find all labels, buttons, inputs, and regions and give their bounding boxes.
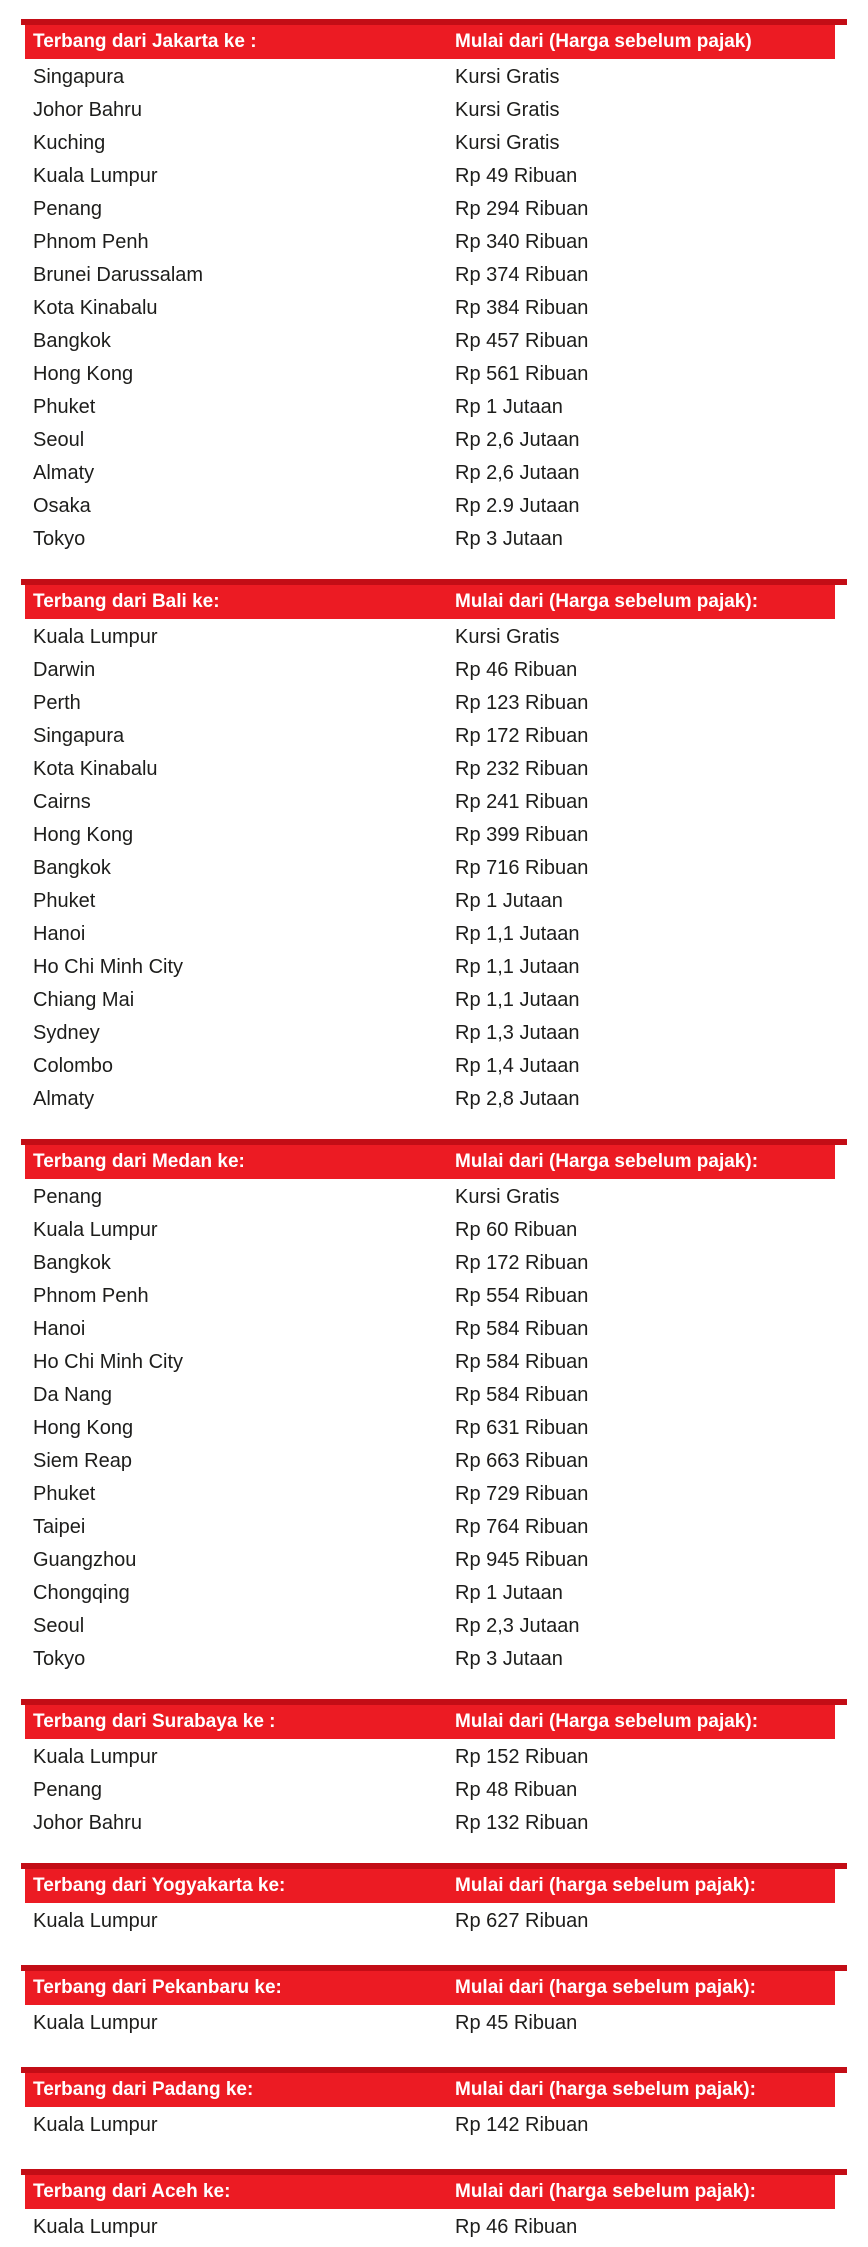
section-rows [25, 2107, 835, 2142]
price-cell: Rp 384 Ribuan [455, 297, 589, 319]
price-cell: Rp 1 Jutaan [455, 890, 563, 912]
origin-header-cell: Terbang dari Medan ke: [33, 1151, 245, 1172]
price-cell: Rp 1 Jutaan [455, 396, 563, 418]
section-header [25, 25, 835, 59]
section-header [25, 1869, 835, 1903]
price-header-cell: Mulai dari (harga sebelum pajak): [455, 1977, 756, 1998]
destination-cell: Bangkok [33, 1252, 111, 1274]
destination-cell: Kota Kinabalu [33, 758, 158, 780]
destination-cell: Kuala Lumpur [33, 2114, 158, 2136]
price-header-cell: Mulai dari (Harga sebelum pajak): [455, 591, 759, 612]
destination-cell: Johor Bahru [33, 1812, 142, 1834]
destination-cell: Kuala Lumpur [33, 2012, 158, 2034]
table-row [25, 1346, 835, 1379]
price-cell: Rp 457 Ribuan [455, 330, 589, 352]
destination-cell: Kuala Lumpur [33, 626, 158, 648]
table-row [25, 1083, 835, 1116]
destination-cell: Bangkok [33, 857, 111, 879]
table-row [25, 523, 835, 556]
table-row [25, 61, 835, 94]
price-header-cell: Mulai dari (Harga sebelum pajak) [455, 31, 752, 52]
table-row [25, 786, 835, 819]
table-row [25, 1181, 835, 1214]
price-cell: Kursi Gratis [455, 626, 560, 648]
price-cell: Rp 584 Ribuan [455, 1351, 589, 1373]
destination-cell: Colombo [33, 1055, 114, 1077]
destination-cell: Taipei [33, 1516, 86, 1538]
destination-cell: Perth [33, 692, 81, 714]
origin-header-cell: Terbang dari Surabaya ke : [33, 1711, 276, 1732]
table-row [25, 621, 835, 654]
table-row [25, 654, 835, 687]
price-cell: Rp 627 Ribuan [455, 1910, 589, 1932]
price-cell: Rp 1 Jutaan [455, 1582, 563, 1604]
table-row [25, 1017, 835, 1050]
price-cell: Rp 2,3 Jutaan [455, 1615, 580, 1637]
destination-cell: Johor Bahru [33, 99, 142, 121]
table-row [25, 2007, 835, 2040]
destination-cell: Darwin [33, 659, 96, 681]
origin-header-cell: Terbang dari Padang ke: [33, 2079, 254, 2100]
price-cell: Kursi Gratis [455, 99, 560, 121]
section-header [25, 1971, 835, 2005]
price-cell: Rp 2,6 Jutaan [455, 429, 580, 451]
price-cell: Rp 46 Ribuan [455, 659, 578, 681]
table-row [25, 259, 835, 292]
destination-cell: Kuching [33, 132, 106, 154]
table-row [25, 1610, 835, 1643]
destination-cell: Kuala Lumpur [33, 1910, 158, 1932]
table-row [25, 292, 835, 325]
destination-cell: Almaty [33, 1088, 95, 1110]
table-row [25, 1247, 835, 1280]
price-cell: Rp 2,8 Jutaan [455, 1088, 580, 1110]
price-cell: Rp 1,1 Jutaan [455, 956, 580, 978]
destination-cell: Cairns [33, 791, 91, 813]
section-rows [25, 2209, 835, 2244]
section-pekanbaru [25, 1971, 835, 2040]
price-cell: Rp 584 Ribuan [455, 1384, 589, 1406]
destination-cell: Tokyo [33, 528, 86, 550]
section-header [25, 2073, 835, 2107]
table-row [25, 720, 835, 753]
destination-cell: Hong Kong [33, 363, 134, 385]
table-row [25, 984, 835, 1017]
destination-cell: Brunei Darussalam [33, 264, 204, 286]
price-cell: Kursi Gratis [455, 132, 560, 154]
destination-cell: Phnom Penh [33, 231, 149, 253]
table-row [25, 918, 835, 951]
price-cell: Rp 45 Ribuan [455, 2012, 578, 2034]
table-row [25, 1807, 835, 1840]
table-row [25, 1379, 835, 1412]
destination-cell: Kota Kinabalu [33, 297, 158, 319]
section-jakarta [25, 25, 835, 556]
section-bali [25, 585, 835, 1116]
origin-header-cell: Terbang dari Aceh ke: [33, 2181, 231, 2202]
table-row [25, 325, 835, 358]
price-cell: Rp 132 Ribuan [455, 1812, 589, 1834]
destination-cell: Kuala Lumpur [33, 165, 158, 187]
destination-cell: Singapura [33, 725, 125, 747]
table-row [25, 2211, 835, 2244]
price-cell: Rp 2.9 Jutaan [455, 495, 580, 517]
table-row [25, 457, 835, 490]
destination-cell: Sydney [33, 1022, 100, 1044]
origin-header-cell: Terbang dari Pekanbaru ke: [33, 1977, 282, 1998]
table-row [25, 193, 835, 226]
price-cell: Rp 3 Jutaan [455, 528, 563, 550]
destination-cell: Chongqing [33, 1582, 130, 1604]
destination-cell: Penang [33, 198, 102, 220]
price-cell: Rp 945 Ribuan [455, 1549, 589, 1571]
table-row [25, 1478, 835, 1511]
price-cell: Rp 663 Ribuan [455, 1450, 589, 1472]
table-row [25, 127, 835, 160]
table-row [25, 391, 835, 424]
price-cell: Rp 716 Ribuan [455, 857, 589, 879]
destination-cell: Phuket [33, 396, 96, 418]
price-cell: Rp 561 Ribuan [455, 363, 589, 385]
section-header [25, 2175, 835, 2209]
price-cell: Rp 2,6 Jutaan [455, 462, 580, 484]
price-header-cell: Mulai dari (harga sebelum pajak): [455, 1875, 756, 1896]
section-header [25, 585, 835, 619]
price-cell: Rp 49 Ribuan [455, 165, 578, 187]
price-cell: Rp 152 Ribuan [455, 1746, 589, 1768]
destination-cell: Ho Chi Minh City [33, 1351, 184, 1373]
price-header-cell: Mulai dari (harga sebelum pajak): [455, 2181, 756, 2202]
destination-cell: Phuket [33, 890, 96, 912]
destination-cell: Hong Kong [33, 824, 134, 846]
table-row [25, 1905, 835, 1938]
table-row [25, 490, 835, 523]
table-row [25, 160, 835, 193]
price-cell: Rp 172 Ribuan [455, 1252, 589, 1274]
price-cell: Rp 764 Ribuan [455, 1516, 589, 1538]
table-row [25, 1214, 835, 1247]
table-row [25, 1445, 835, 1478]
section-rows [25, 59, 835, 556]
section-yogyakarta [25, 1869, 835, 1938]
destination-cell: Phuket [33, 1483, 96, 1505]
table-row [25, 1412, 835, 1445]
price-cell: Rp 1,1 Jutaan [455, 923, 580, 945]
price-cell: Rp 241 Ribuan [455, 791, 589, 813]
table-row [25, 1741, 835, 1774]
origin-header-cell: Terbang dari Bali ke: [33, 591, 220, 612]
section-rows [25, 1739, 835, 1840]
destination-cell: Phnom Penh [33, 1285, 149, 1307]
section-rows [25, 619, 835, 1116]
destination-cell: Seoul [33, 1615, 85, 1637]
destination-cell: Da Nang [33, 1384, 112, 1406]
destination-cell: Kuala Lumpur [33, 1746, 158, 1768]
table-row [25, 1313, 835, 1346]
table-row [25, 687, 835, 720]
table-row [25, 1280, 835, 1313]
price-cell: Rp 1,3 Jutaan [455, 1022, 580, 1044]
price-cell: Rp 554 Ribuan [455, 1285, 589, 1307]
destination-cell: Penang [33, 1779, 102, 1801]
price-cell: Rp 1,4 Jutaan [455, 1055, 580, 1077]
destination-cell: Hanoi [33, 923, 86, 945]
destination-cell: Penang [33, 1186, 102, 1208]
destination-cell: Chiang Mai [33, 989, 135, 1011]
table-row [25, 852, 835, 885]
table-row [25, 951, 835, 984]
table-row [25, 358, 835, 391]
price-header-cell: Mulai dari (harga sebelum pajak): [455, 2079, 756, 2100]
table-row [25, 1774, 835, 1807]
table-row [25, 1511, 835, 1544]
table-row [25, 1577, 835, 1610]
price-cell: Rp 3 Jutaan [455, 1648, 563, 1670]
destination-cell: Seoul [33, 429, 85, 451]
price-cell: Rp 631 Ribuan [455, 1417, 589, 1439]
section-medan [25, 1145, 835, 1676]
destination-cell: Guangzhou [33, 1549, 137, 1571]
table-row [25, 1050, 835, 1083]
destination-cell: Ho Chi Minh City [33, 956, 184, 978]
price-cell: Rp 374 Ribuan [455, 264, 589, 286]
price-cell: Rp 232 Ribuan [455, 758, 589, 780]
destination-cell: Osaka [33, 495, 91, 517]
price-cell: Rp 340 Ribuan [455, 231, 589, 253]
price-cell: Rp 294 Ribuan [455, 198, 589, 220]
price-cell: Rp 46 Ribuan [455, 2216, 578, 2238]
section-surabaya [25, 1705, 835, 1840]
price-cell: Rp 48 Ribuan [455, 1779, 578, 1801]
destination-cell: Kuala Lumpur [33, 1219, 158, 1241]
destination-cell: Tokyo [33, 1648, 86, 1670]
price-cell: Kursi Gratis [455, 66, 560, 88]
table-row [25, 819, 835, 852]
price-cell: Rp 1,1 Jutaan [455, 989, 580, 1011]
destination-cell: Singapura [33, 66, 125, 88]
section-rows [25, 2005, 835, 2040]
section-rows [25, 1903, 835, 1938]
price-header-cell: Mulai dari (Harga sebelum pajak): [455, 1711, 759, 1732]
price-cell: Rp 729 Ribuan [455, 1483, 589, 1505]
section-header [25, 1705, 835, 1739]
destination-cell: Hong Kong [33, 1417, 134, 1439]
origin-header-cell: Terbang dari Yogyakarta ke: [33, 1875, 286, 1896]
price-header-cell: Mulai dari (Harga sebelum pajak): [455, 1151, 759, 1172]
destination-cell: Hanoi [33, 1318, 86, 1340]
price-cell: Kursi Gratis [455, 1186, 560, 1208]
table-row [25, 1544, 835, 1577]
section-padang [25, 2073, 835, 2142]
destination-cell: Almaty [33, 462, 95, 484]
table-row [25, 753, 835, 786]
price-cell: Rp 60 Ribuan [455, 1219, 578, 1241]
section-aceh [25, 2175, 835, 2244]
table-row [25, 226, 835, 259]
price-cell: Rp 142 Ribuan [455, 2114, 589, 2136]
price-cell: Rp 123 Ribuan [455, 692, 589, 714]
table-row [25, 885, 835, 918]
destination-cell: Bangkok [33, 330, 111, 352]
table-row [25, 2109, 835, 2142]
section-rows [25, 1179, 835, 1676]
price-cell: Rp 399 Ribuan [455, 824, 589, 846]
destination-cell: Siem Reap [33, 1450, 132, 1472]
destination-cell: Kuala Lumpur [33, 2216, 158, 2238]
table-row [25, 1643, 835, 1676]
table-row [25, 424, 835, 457]
price-cell: Rp 172 Ribuan [455, 725, 589, 747]
section-header [25, 1145, 835, 1179]
origin-header-cell: Terbang dari Jakarta ke : [33, 31, 257, 52]
table-row [25, 94, 835, 127]
price-cell: Rp 584 Ribuan [455, 1318, 589, 1340]
